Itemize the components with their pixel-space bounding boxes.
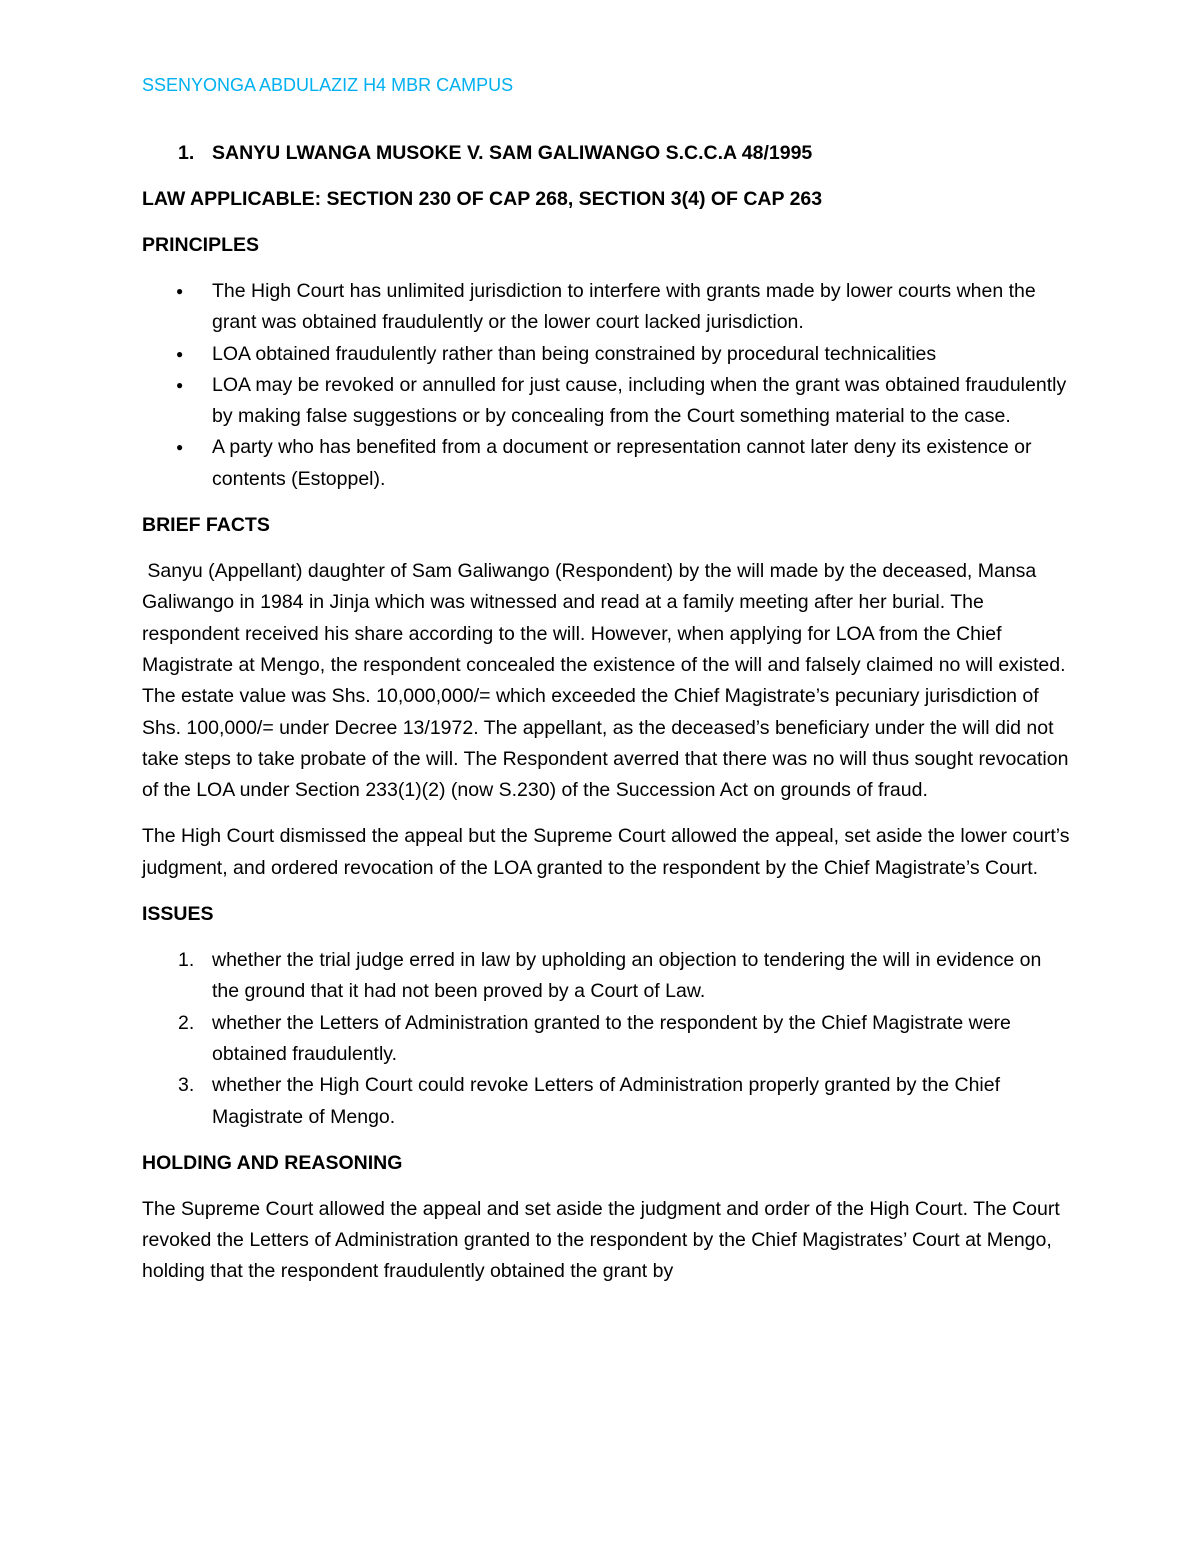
holding-paragraph: The Supreme Court allowed the appeal and set aside the judgment and order of the High Court. The Court revoked the Letters of Administration granted to the respondent by the Chief Magistrates’ Court at Mengo, holding that the respondent fraudulently obtained the grant by <box>142 1197 1060 1283</box>
list-item <box>142 276 1072 339</box>
issues-heading: ISSUES <box>142 903 214 926</box>
issues-list <box>142 945 1072 1133</box>
issue-text: whether the High Court could revoke Letters of Administration properly granted by the Chief Magistrate of Mengo. <box>212 1074 1001 1128</box>
list-item <box>142 339 1072 370</box>
list-item <box>142 432 1072 495</box>
bullet-icon: ● <box>176 440 184 455</box>
issue-text: whether the trial judge erred in law by upholding an objection to tendering the will in evidence on the ground that it had not been proved by a Court of Law. <box>212 949 1042 1003</box>
case-number: 1. <box>178 142 195 164</box>
issue-text: whether the Letters of Administration granted to the respondent by the Chief Magistrate were obtained fraudulently. <box>212 1011 1011 1065</box>
list-item <box>142 370 1072 433</box>
principles-list <box>142 276 1072 495</box>
principle-text: LOA may be revoked or annulled for just cause, including when the grant was obtained fraudulently by making false suggestions or by concealing from the Court something material to the case. <box>212 373 1067 428</box>
author-header: SSENYONGA ABDULAZIZ H4 MBR CAMPUS <box>142 75 514 95</box>
issue-number: 1. <box>178 949 195 972</box>
holding-heading: HOLDING AND REASONING <box>142 1151 403 1174</box>
document-page <box>142 70 1072 1303</box>
issue-number: 2. <box>178 1011 195 1034</box>
principles-heading: PRINCIPLES <box>142 234 260 256</box>
issue-number: 3. <box>178 1074 195 1097</box>
brief-facts-heading: BRIEF FACTS <box>142 514 270 537</box>
principle-text: A party who has benefited from a document or representation cannot later deny its existence or contents (Estoppel). <box>212 436 1032 490</box>
bullet-icon: ● <box>176 346 184 361</box>
law-applicable: LAW APPLICABLE: SECTION 230 OF CAP 268, SECTION 3(4) OF CAP 263 <box>142 188 823 210</box>
principle-text: LOA obtained fraudulently rather than being constrained by procedural technicalities <box>212 342 937 365</box>
brief-facts-paragraph: Sanyu (Appellant) daughter of Sam Galiwango (Respondent) by the will made by the deceased, Mansa Galiwango in 1984 in Jinja which was witnessed and read at a family meeting after her burial. The respondent received his share according to the will. However, when applying for LOA from the Chief Magistrate at Mengo, the respondent concealed the existence of the will and falsely claimed no will existed. The estate value was Shs. 10,000,000/= which exceeded the Chief Magistrate’s pecuniary jurisdiction of Shs. 100,000/= under Decree 13/1972. The appellant, as the deceased’s beneficiary under the will did not take steps to take probate of the will. The Respondent averred that there was no will thus sought revocation of the LOA under Section 233(1)(2) (now S.230) of the Succession Act on grounds of fraud. <box>142 560 1074 802</box>
bullet-icon: ● <box>176 377 184 392</box>
list-item <box>142 1008 1072 1071</box>
bullet-icon: ● <box>176 284 184 298</box>
list-item <box>142 945 1072 1008</box>
case-title-text: SANYU LWANGA MUSOKE V. SAM GALIWANGO S.C.C.A 48/1995 <box>212 142 813 164</box>
brief-facts-paragraph: The High Court dismissed the appeal but the Supreme Court allowed the appeal, set aside the lower court’s judgment, and ordered revocation of the LOA granted to the respondent by the Chief Magistrate’s Court. <box>142 825 1070 879</box>
principle-text: The High Court has unlimited jurisdiction to interfere with grants made by lower courts when the grant was obtained fraudulently or the lower court lacked jurisdiction. <box>212 280 1036 334</box>
case-title <box>142 138 1072 169</box>
list-item <box>142 1070 1072 1133</box>
